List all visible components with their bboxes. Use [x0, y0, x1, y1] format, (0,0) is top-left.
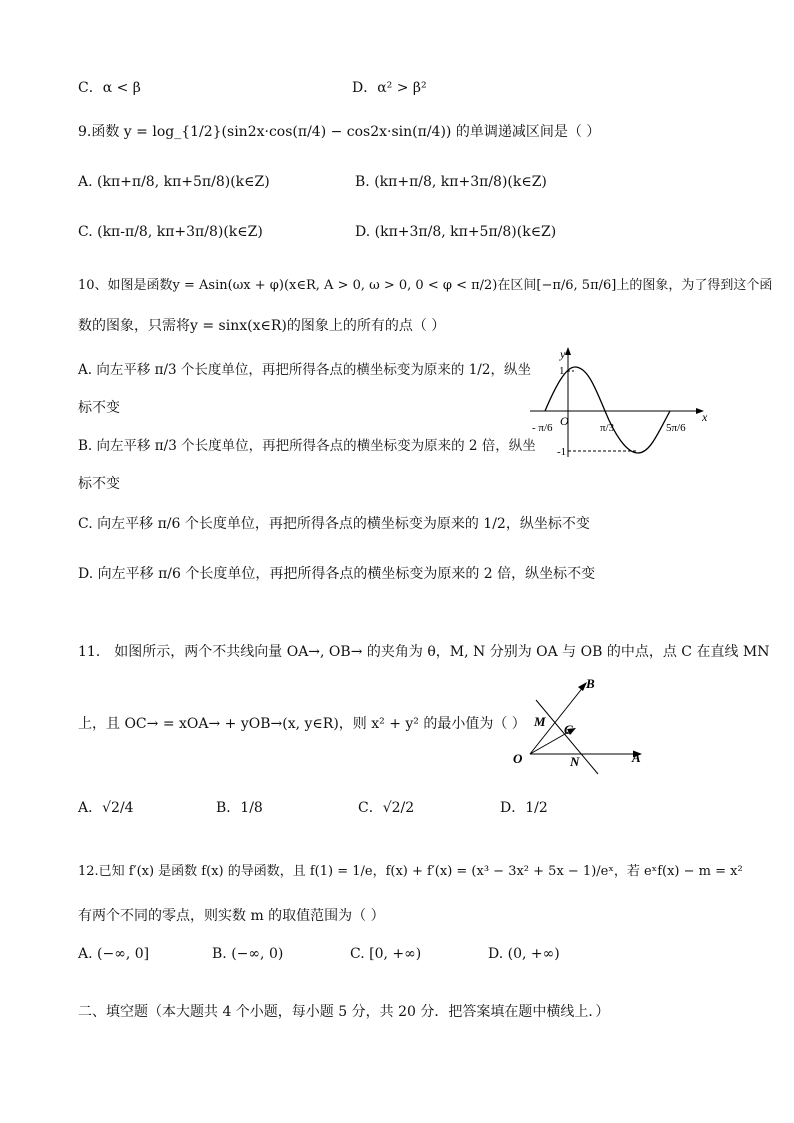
q12-stem-line1: 12.已知 f′(x) 是函数 f(x) 的导函数，且 f(1) = 1/e，f(x) + f′(x) = (x³ − 3x² + 5x − 1)/eˣ，若 eˣf(x) − m = x²: [78, 864, 743, 879]
q10-option-c: C. 向左平移 π/6 个长度单位，再把所得各点的横坐标变为原来的 1/2，纵坐标不变: [78, 516, 590, 532]
q9-option-d: D. (kπ+3π/8, kπ+5π/8)(k∈Z): [355, 224, 557, 240]
q11-option-d: D．1/2: [500, 800, 548, 816]
origin-label: O: [560, 414, 569, 428]
section-2-heading: 二、填空题（本大题共 4 个小题，每小题 5 分，共 20 分．把答案填在题中横线上．）: [78, 1004, 610, 1020]
y-axis-arrow-icon: [565, 347, 571, 355]
q10-option-d: D. 向左平移 π/6 个长度单位，再把所得各点的横坐标变为原来的 2 倍，纵坐标不变: [78, 566, 596, 582]
q12-option-d: D. (0, +∞): [488, 946, 560, 962]
q10-stem-line1: 10、如图是函数y = Asin(ωx + φ)(x∈R, A > 0, ω > 0, 0 < φ < π/2)在区间[−π/6, 5π/6]上的图象，为了得到这个函: [78, 278, 773, 293]
label-a: A: [632, 750, 641, 765]
q11-option-b: B．1/8: [216, 800, 263, 816]
q8-option-d: D．α² > β²: [352, 80, 427, 96]
q10-option-a-line1: A. 向左平移 π/3 个长度单位，再把所得各点的横坐标变为原来的 1/2，纵坐: [78, 362, 531, 378]
q12-stem-line2: 有两个不同的零点，则实数 m 的取值范围为（ ）: [78, 908, 385, 924]
q9-option-a: A. (kπ+π/8, kπ+5π/8)(k∈Z): [78, 174, 270, 190]
sine-curve: [545, 367, 670, 453]
y-neg-one-label: -1: [557, 446, 567, 458]
q9-option-c: C. (kπ-π/8, kπ+3π/8)(k∈Z): [78, 224, 263, 240]
q11-stem-line2: 上，且 OC→ = xOA→ + yOB→(x, y∈R)，则 x² + y² 的最小值为（ ）: [78, 716, 526, 732]
label-n: N: [570, 754, 580, 769]
q11-stem-line1: 11． 如图所示，两个不共线向量 OA→, OB→ 的夹角为 θ，M, N 分别为 OA 与 OB 的中点，点 C 在直线 MN: [78, 644, 770, 660]
q12-option-c: C. [0, +∞): [350, 946, 422, 962]
q9-stem: 9.函数 y = log_{1/2}(sin2x·cos(π/4) − cos2x·sin(π/4)) 的单调递减区间是（ ）: [78, 124, 601, 140]
q11-option-a: A．√2/4: [78, 800, 134, 816]
line-mn: [536, 700, 598, 774]
q11-option-c: C．√2/2: [358, 800, 415, 816]
q10-option-b-line1: B. 向左平移 π/3 个长度单位，再把所得各点的横坐标变为原来的 2 倍，纵坐: [78, 438, 536, 454]
x-pi3-label: π/3: [600, 422, 615, 434]
q12-option-b: B. (−∞, 0): [212, 946, 284, 962]
q12-option-a: A. (−∞, 0]: [78, 946, 150, 962]
label-c: C: [564, 722, 573, 737]
label-m: M: [534, 714, 546, 729]
x-axis-label: x: [702, 410, 708, 424]
q10-option-b-line2: 标不变: [78, 476, 120, 492]
label-b: B: [586, 676, 595, 691]
q10-option-a-line2: 标不变: [78, 400, 120, 416]
y-one-label: 1: [559, 365, 565, 377]
x-neg-pi6-label: - π/6: [532, 422, 553, 434]
label-o: O: [513, 751, 523, 766]
q10-stem-line2: 数的图象，只需将y = sinx(x∈R)的图象上的所有的点（ ）: [78, 318, 446, 334]
q11-vector-figure: [510, 670, 660, 780]
x-5pi6-label: 5π/6: [666, 422, 686, 434]
q8-option-c: C．α < β: [78, 80, 141, 96]
q9-option-b: B. (kπ+π/8, kπ+3π/8)(k∈Z): [355, 174, 547, 190]
y-axis-label: y: [560, 347, 566, 361]
q10-sine-graph: [530, 345, 720, 465]
